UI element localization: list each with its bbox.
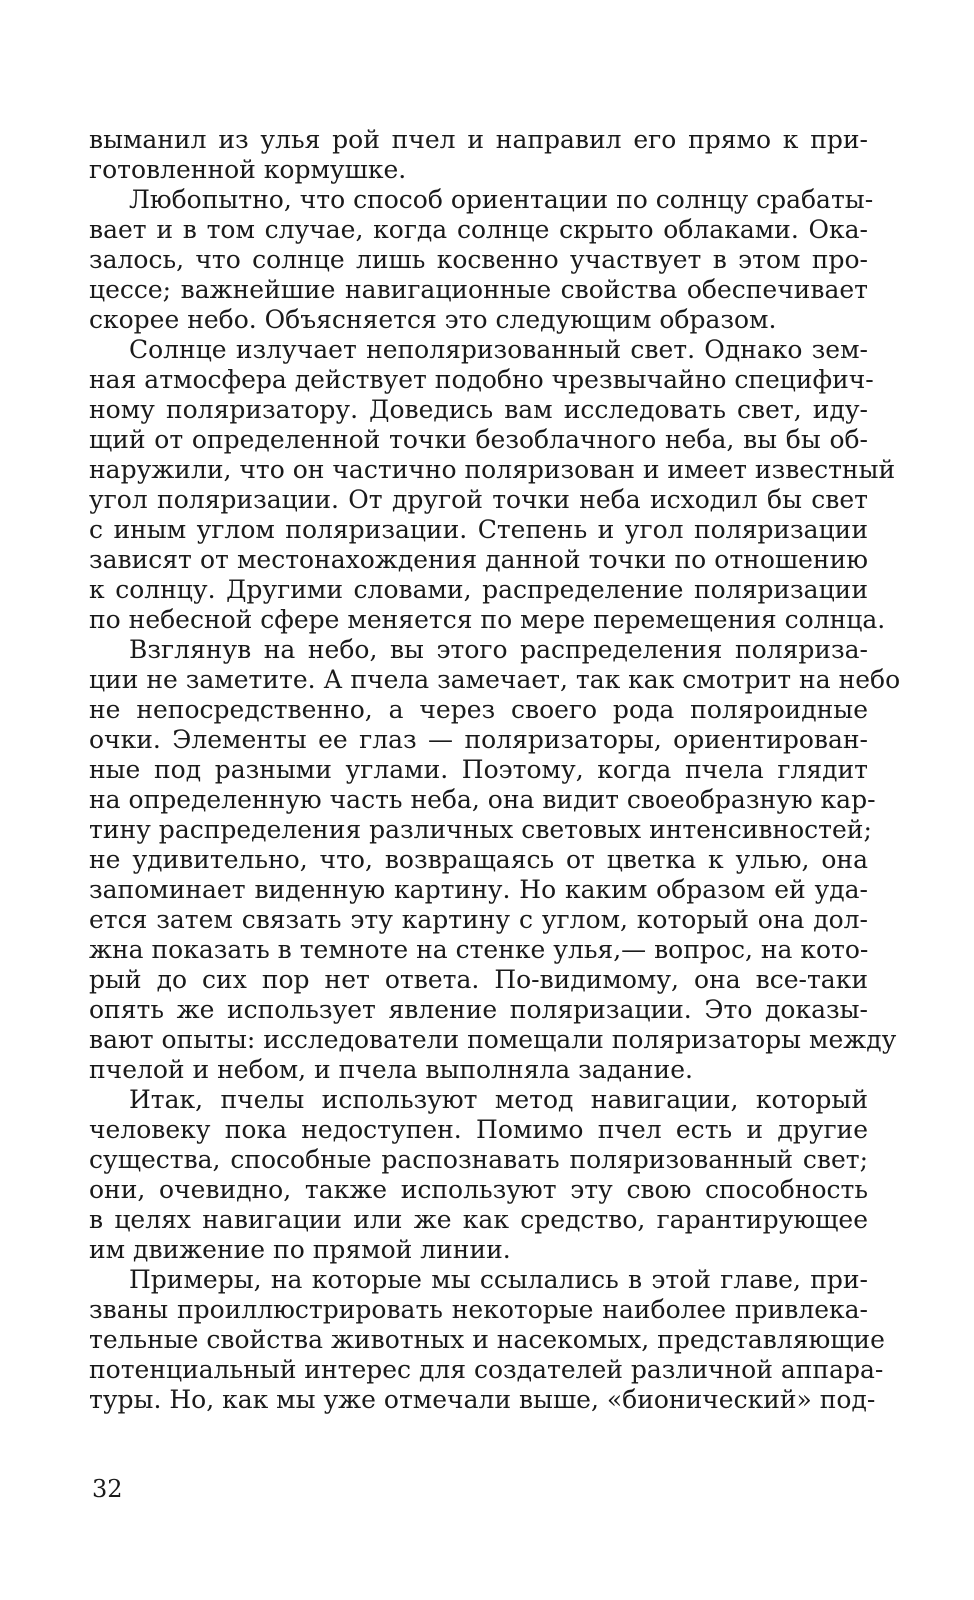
text-line: угол поляризации. От другой точки неба исходил бы свет — [89, 485, 868, 514]
text-line: ные под разными углами. Поэтому, когда пчела глядит — [89, 755, 868, 784]
text-line: ется затем связать эту картину с углом, который она дол- — [89, 905, 868, 934]
text-line: вают опыты: исследователи помещали поляризаторы между — [89, 1025, 897, 1054]
text-line: ции не заметите. А пчела замечает, так как смотрит на небо — [89, 665, 901, 694]
text-line: залось, что солнце лишь косвенно участвует в этом про- — [89, 245, 868, 274]
text-line: ному поляризатору. Доведись вам исследовать свет, иду- — [89, 395, 868, 424]
text-line: щий от определенной точки безоблачного неба, вы бы об- — [89, 425, 868, 454]
text-line: наружили, что он частично поляризован и имеет известный — [89, 455, 896, 484]
text-line: Взглянув на небо, вы этого распределения поляриза- — [129, 635, 868, 664]
text-line: они, очевидно, также используют эту свою способность — [89, 1175, 868, 1204]
text-line: Любопытно, что способ ориентации по солнцу срабаты- — [129, 185, 874, 214]
page-number: 32 — [92, 1475, 123, 1503]
text-line: запоминает виденную картину. Но каким образом ей уда- — [89, 875, 868, 904]
text-line: готовленной кормушке. — [89, 155, 407, 184]
text-line: Солнце излучает неполяризованный свет. Однако зем- — [129, 335, 868, 364]
text-line: человеку пока недоступен. Помимо пчел есть и другие — [89, 1115, 868, 1144]
text-line: зависят от местонахождения данной точки по отношению — [89, 545, 868, 574]
text-line: Примеры, на которые мы ссылались в этой главе, при- — [129, 1265, 868, 1294]
text-line: тельные свойства животных и насекомых, представляющие — [89, 1325, 885, 1354]
text-line: к солнцу. Другими словами, распределение поляризации — [89, 575, 868, 604]
text-line: вает и в том случае, когда солнце скрыто облаками. Ока- — [89, 215, 868, 244]
text-line: ная атмосфера действует подобно чрезвычайно специфич- — [89, 365, 874, 394]
text-line: цессе; важнейшие навигационные свойства обеспечивает — [89, 275, 868, 304]
text-line: званы проиллюстрировать некоторые наиболее привлека- — [89, 1295, 868, 1324]
text-line: по небесной сфере меняется по мере перемещения солнца. — [89, 605, 886, 634]
text-line: не непосредственно, а через своего рода поляроидные — [89, 695, 868, 724]
text-line: очки. Элементы ее глаз — поляризаторы, ориентирован- — [89, 725, 868, 754]
text-line: в целях навигации или же как средство, гарантирующее — [89, 1205, 868, 1234]
text-line: тину распределения различных световых интенсивностей; — [89, 815, 872, 844]
text-line: рый до сих пор нет ответа. По-видимому, она все-таки — [89, 965, 868, 994]
text-line: Итак, пчелы используют метод навигации, который — [129, 1085, 868, 1114]
text-line: не удивительно, что, возвращаясь от цветка к улью, она — [89, 845, 868, 874]
text-line: на определенную часть неба, она видит своеобразную кар- — [89, 785, 876, 814]
text-line: им движение по прямой линии. — [89, 1235, 511, 1264]
text-line: жна показать в темноте на стенке улья,— вопрос, на кото- — [89, 935, 869, 964]
text-line: туры. Но, как мы уже отмечали выше, «бионический» под- — [89, 1385, 876, 1414]
text-line: выманил из улья рой пчел и направил его прямо к при- — [89, 125, 868, 154]
text-line: опять же использует явление поляризации. Это доказы- — [89, 995, 868, 1024]
text-line: пчелой и небом, и пчела выполняла задание. — [89, 1055, 694, 1084]
text-line: с иным углом поляризации. Степень и угол поляризации — [89, 515, 868, 544]
text-line: скорее небо. Объясняется это следующим образом. — [89, 305, 777, 334]
text-line: существа, способные распознавать поляризованный свет; — [89, 1145, 868, 1174]
text-line: потенциальный интерес для создателей различной аппара- — [89, 1355, 884, 1384]
